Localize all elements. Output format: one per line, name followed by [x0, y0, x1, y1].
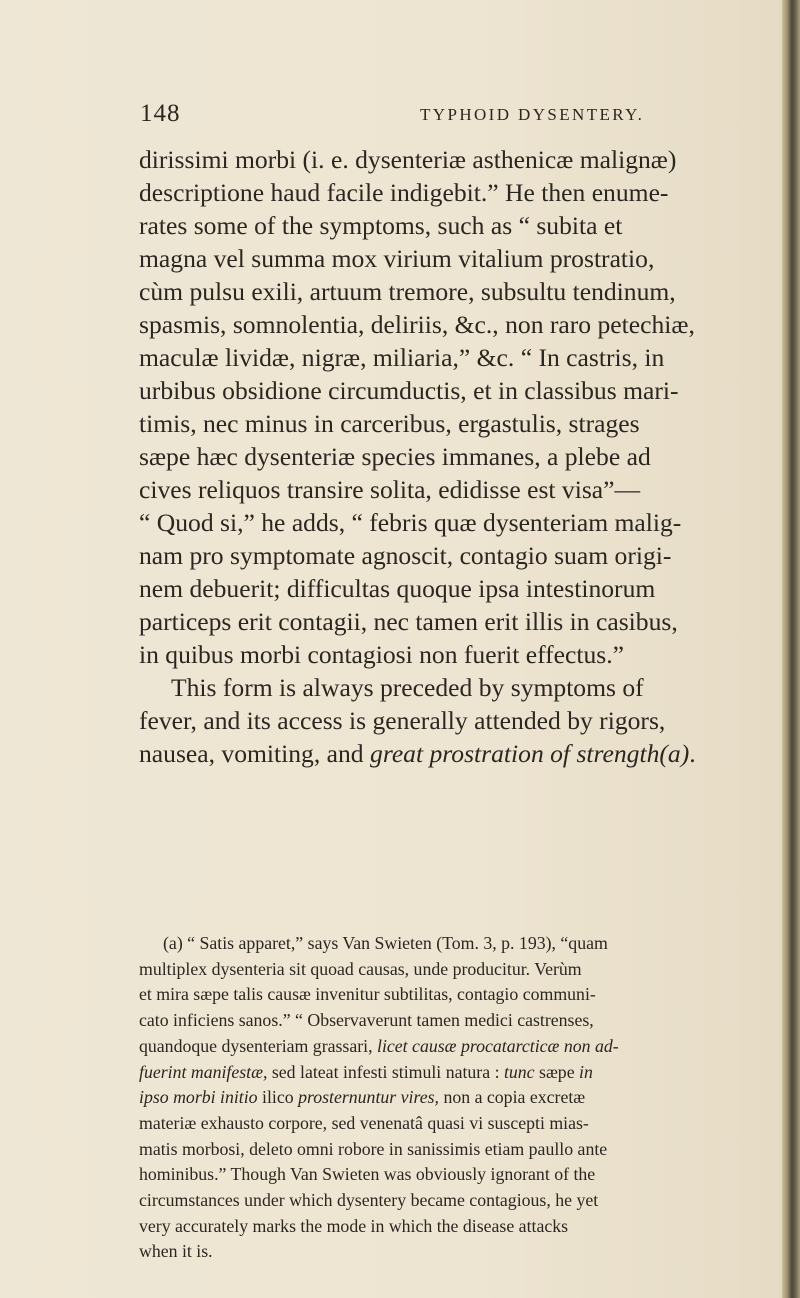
footnote-line: cato inficiens sanos.” “ Observaverunt tamen medici castrenses, [139, 1010, 594, 1031]
text-segment: . [689, 739, 696, 768]
text-line: in quibus morbi contagiosi non fuerit effectus.” [139, 640, 624, 669]
text-line: urbibus obsidione circumductis, et in classibus mari- [139, 376, 679, 405]
text-line [139, 737, 779, 770]
text-segment: sæpe [534, 1061, 580, 1082]
text-line: “ Quod si,” he adds, “ febris quæ dysenteriam malig- [139, 508, 682, 537]
footnote-line: materiæ exhausto corpore, sed venenatâ quasi vi suscepti mias- [139, 1112, 589, 1133]
text-line: dirissimi morbi (i. e. dysenteriæ asthenicæ malignæ) [139, 145, 677, 174]
running-head: TYPHOID DYSENTERY. [420, 105, 645, 124]
footnote-line [139, 1034, 779, 1060]
footnote-line: when it is. [139, 1241, 213, 1262]
text-line: spasmis, somnolentia, deliriis, &c., non raro petechiæ, [139, 310, 695, 339]
main-text [139, 143, 779, 770]
text-segment: nausea, vomiting, and [139, 739, 371, 768]
paragraph-first-line: This form is always preceded by symptoms of [171, 673, 644, 702]
footnote-line: matis morbosi, deleto omni robore in sanissimis etiam paullo ante [139, 1138, 608, 1159]
footnote-line [139, 1060, 779, 1086]
italic-phrase: in [579, 1061, 593, 1082]
text-line: nem debuerit; difficultas quoque ipsa intestinorum [139, 574, 656, 603]
italic-phrase: great prostration of strength [370, 739, 660, 768]
text-line: sæpe hæc dysenteriæ species immanes, a plebe ad [139, 442, 651, 471]
text-line: rates some of the symptoms, such as “ subita et [139, 211, 623, 240]
italic-phrase: ipso morbi initio [139, 1087, 258, 1108]
text-line: cives reliquos transire solita, edidisse est visa”— [139, 475, 641, 504]
text-line: fever, and its access is generally attended by rigors, [139, 706, 666, 735]
book-spine-edge [782, 0, 800, 1298]
footnote-line: very accurately marks the mode in which the disease attacks [139, 1215, 569, 1236]
text-segment: quandoque dysenteriam grassari, [139, 1035, 377, 1056]
text-line: magna vel summa mox virium vitalium prostratio, [139, 244, 655, 273]
footnote-line: multiplex dysenteria sit quoad causas, unde producitur. Verùm [139, 958, 582, 979]
page-number: 148 [140, 100, 181, 127]
text-line: cùm pulsu exili, artuum tremore, subsultu tendinum, [139, 277, 676, 306]
footnote [139, 931, 779, 1265]
italic-phrase: fuerint manifestæ, [139, 1061, 268, 1082]
text-line: particeps erit contagii, nec tamen erit illis in casibus, [139, 607, 678, 636]
footnote-line: circumstances under which dysentery became contagious, he yet [139, 1190, 599, 1211]
footnote-line [139, 1085, 779, 1111]
text-line: descriptione haud facile indigebit.” He then enume- [139, 178, 669, 207]
text-segment: sed lateat infesti stimuli natura : [267, 1061, 504, 1082]
footnote-line: hominibus.” Though Van Swieten was obviously ignorant of the [139, 1164, 596, 1185]
text-line: timis, nec minus in carceribus, ergastulis, strages [139, 409, 640, 438]
footnote-reference: (a) [659, 739, 690, 768]
italic-phrase: prosternuntur vires, [298, 1087, 439, 1108]
italic-phrase: tunc [503, 1061, 535, 1082]
text-segment: non a copia excretæ [439, 1087, 586, 1108]
footnote-line: et mira sæpe talis causæ invenitur subtilitas, contagio communi- [139, 984, 596, 1005]
footnote-line: (a) “ Satis apparet,” says Van Swieten (Tom. 3, p. 193), “quam [163, 933, 608, 953]
text-segment: ilico [257, 1087, 299, 1108]
text-line: maculæ lividæ, nigræ, miliaria,” &c. “ In castris, in [139, 343, 665, 372]
text-line: nam pro symptomate agnoscit, contagio suam origi- [139, 541, 672, 570]
page-header [140, 100, 770, 132]
italic-phrase: licet causæ procatarcticæ non ad- [377, 1035, 619, 1056]
